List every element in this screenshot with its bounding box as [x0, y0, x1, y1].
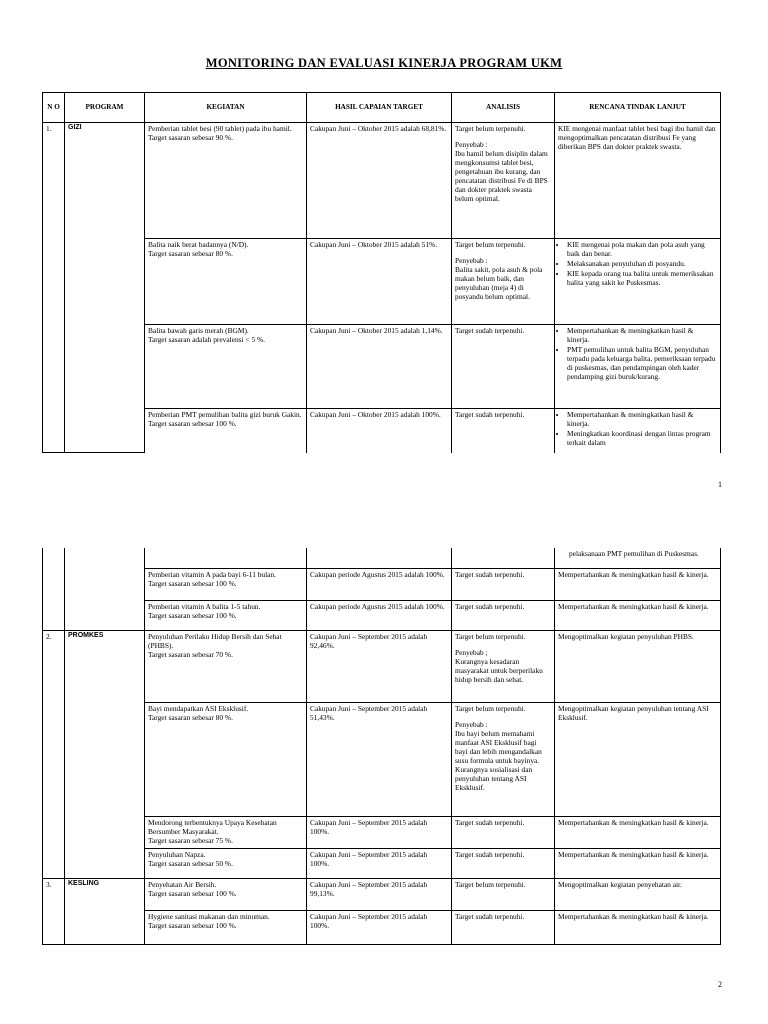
- target-text: Target sasaran sebesar 90 %.: [148, 133, 233, 143]
- kegiatan-cell: [145, 568, 307, 600]
- target-text: Target sasaran sebesar 70 %.: [148, 649, 233, 659]
- kegiatan-text: Bayi mendapatkan ASI Eksklusif.: [148, 703, 249, 713]
- kegiatan-cell: [145, 816, 307, 848]
- analisis-penyebab-label: Penyebab :: [455, 256, 488, 266]
- table-row: [43, 325, 721, 409]
- kegiatan-text: Pemberian tablet besi (90 tablet) pada ibu hamil.: [148, 124, 292, 133]
- table-row: [43, 600, 721, 630]
- target-text: Target sasaran adalah prevalensi < 5 %.: [148, 335, 265, 345]
- row-number: [43, 548, 65, 630]
- kegiatan-cell: [145, 910, 307, 944]
- rtl-cell: [555, 325, 721, 409]
- hasil-cell: Cakupan periode Agustus 2015 adalah 100%.: [307, 568, 452, 600]
- kegiatan-text: Penyuluhan Napza.: [148, 849, 206, 859]
- analisis-penyebab-text: Balita sakit, pola asuh & pola makan belum baik, dan penyuluhan (meja 4) di posyandu belum optimal.: [455, 265, 543, 302]
- hasil-cell: Cakupan Juni – September 2015 adalah 100%.: [307, 848, 452, 878]
- document-title: MONITORING DAN EVALUASI KINERJA PROGRAM UKM: [205, 56, 563, 70]
- rtl-cell: [555, 409, 721, 453]
- header-no: N O: [43, 93, 65, 123]
- table-row: [43, 848, 721, 878]
- hasil-cell: Cakupan Juni – Oktober 2015 adalah 51%.: [307, 239, 452, 325]
- kegiatan-text: Balita bawah garis merah (BGM).: [148, 326, 249, 335]
- rtl-cell: Mengoptimalkan kegiatan penyehatan air.: [555, 878, 721, 910]
- program-name: PROMKES: [65, 630, 145, 878]
- hasil-cell: Cakupan periode Agustus 2015 adalah 100%.: [307, 600, 452, 630]
- table-row: [43, 123, 721, 239]
- row-number: 1.: [43, 123, 65, 453]
- rtl-cell: pelaksanaan PMT pemulihan di Puskesmas.: [555, 548, 721, 568]
- analisis-penyebab-label: Penyebab :: [455, 719, 488, 729]
- analisis-cell: [452, 239, 555, 325]
- hasil-cell: Cakupan Juni – September 2015 adalah 100%.: [307, 910, 452, 944]
- kegiatan-text: Pemberian vitamin A balita 1-5 tahun.: [148, 601, 261, 611]
- kegiatan-cell: [145, 600, 307, 630]
- target-text: Target sasaran sebesar 50 %.: [148, 858, 233, 868]
- rtl-bullet: • KIE kepada orang tua balita untuk memeriksakan balita yang sakit ke Puskesmas.: [567, 269, 717, 287]
- table-row: [43, 816, 721, 848]
- analisis-penyebab-text: Kurangnya kesadaran masyarakat untuk berperilaku hidup bersih dan sehat.: [455, 656, 543, 684]
- kegiatan-text: Hygiene sanitasi makanan dan minuman.: [148, 911, 270, 921]
- rtl-cell: Mempertahankan & meningkatkan hasil & kinerja.: [555, 848, 721, 878]
- kegiatan-text: Balita naik berat badannya (N/D).: [148, 240, 249, 249]
- kegiatan-cell: [145, 325, 307, 409]
- hasil-cell: Cakupan Juni – September 2015 adalah 99,13%.: [307, 878, 452, 910]
- analisis-status: Target belum terpenuhi.: [455, 703, 526, 713]
- hasil-cell: Cakupan Juni – Oktober 2015 adalah 100%.: [307, 409, 452, 453]
- table-row: [43, 409, 721, 453]
- hasil-cell: Cakupan Juni – Oktober 2015 adalah 1,14%.: [307, 325, 452, 409]
- analisis-cell: Target sudah terpenuhi.: [452, 910, 555, 944]
- kegiatan-text: Pemberian PMT pemulihan balita gizi buruk Gakin.: [148, 410, 302, 419]
- kegiatan-text: Mendorong terbentuknya Upaya Kesehatan Bersumber Masyarakat.: [148, 817, 277, 836]
- kegiatan-cell: [145, 848, 307, 878]
- analisis-cell: Target belum terpenuhi.: [452, 878, 555, 910]
- rtl-cell: Mempertahankan & meningkatkan hasil & kinerja.: [555, 910, 721, 944]
- analisis-cell: [452, 548, 555, 568]
- monitoring-table-page-1: [42, 92, 721, 453]
- analisis-penyebab-label: Penyebab :: [455, 140, 488, 150]
- analisis-cell: Target sudah terpenuhi.: [452, 848, 555, 878]
- kegiatan-cell: [145, 548, 307, 568]
- analisis-cell: Target sudah terpenuhi.: [452, 816, 555, 848]
- header-rtl: RENCANA TINDAK LANJUT: [555, 93, 721, 123]
- analisis-penyebab-text: Ibu bayi belum memahami manfaat ASI Eksklusif bagi bayi dan lebih mengandalkan susu formula untuk bayinya. Kurangnya sosialisasi dan penyuluhan tentang ASI Eksklusif.: [455, 728, 542, 792]
- rtl-cell: KIE mengenai manfaat tablet besi bagi ibu hamil dan mengoptimalkan pencatatan distribusi Fe yang diberikan BPS dan dokter praktek swasta.: [555, 123, 721, 239]
- target-text: Target sasaran sebesar 100 %.: [148, 610, 237, 620]
- analisis-cell: [452, 630, 555, 702]
- rtl-bullet: • Mempertahankan & meningkatkan hasil & kinerja.: [567, 326, 717, 344]
- rtl-bullet: • PMT pemulihan untuk balita BGM, penyuluhan terpadu pada keluarga balita, pemeriksaan terpadu di puskesmas, dan pendampingan oleh kader pendamping gizi buruk/kurang.: [567, 345, 717, 381]
- analisis-cell: [452, 702, 555, 816]
- header-analisis: ANALISIS: [452, 93, 555, 123]
- rtl-cell: Mengoptimalkan kegiatan penyuluhan PHBS.: [555, 630, 721, 702]
- program-name: KESLING: [65, 878, 145, 944]
- rtl-cell: Mengoptimalkan kegiatan penyuluhan tentang ASI Eksklusif.: [555, 702, 721, 816]
- kegiatan-text: Penyehatan Air Bersih.: [148, 879, 217, 889]
- target-text: Target sasaran sebesar 100 %.: [148, 920, 237, 930]
- analisis-cell: Target sudah terpenuhi.: [452, 568, 555, 600]
- table-header-row: [43, 93, 721, 123]
- header-hasil: HASIL CAPAIAN TARGET: [307, 93, 452, 123]
- monitoring-table-page-2: [42, 548, 721, 945]
- program-name: GIZI: [65, 123, 145, 453]
- rtl-cell: Mempertahankan & meningkatkan hasil & kinerja.: [555, 816, 721, 848]
- analisis-cell: Target sudah terpenuhi.: [452, 325, 555, 409]
- analisis-penyebab-label: Penyebab ;: [455, 647, 488, 657]
- hasil-cell: Cakupan Juni – Oktober 2015 adalah 68,81%.: [307, 123, 452, 239]
- header-program: PROGRAM: [65, 93, 145, 123]
- rtl-bullet: • Mempertahankan & meningkatkan hasil & kinerja.: [567, 410, 717, 428]
- kegiatan-text: Penyuluhan Perilaku Hidup Bersih dan Sehat (PHBS).: [148, 631, 282, 650]
- row-number: 3.: [43, 878, 65, 944]
- analisis-status: Target belum terpenuhi.: [455, 240, 526, 249]
- rtl-bullet: • Melaksanakan penyuluhan di posyandu.: [567, 259, 717, 268]
- target-text: Target sasaran sebesar 100 %.: [148, 419, 237, 429]
- analisis-status: Target belum terpenuhi.: [455, 631, 526, 641]
- analisis-cell: Target sudah terpenuhi.: [452, 409, 555, 453]
- table-row: [43, 630, 721, 702]
- kegiatan-cell: [145, 630, 307, 702]
- target-text: Target sasaran sebesar 100 %.: [148, 578, 237, 588]
- hasil-cell: Cakupan Juni – September 2015 adalah 100%.: [307, 816, 452, 848]
- rtl-cell: [555, 239, 721, 325]
- rtl-cell: Mempertahankan & meningkatkan hasil & kinerja.: [555, 568, 721, 600]
- target-text: Target sasaran sebesar 100 %.: [148, 888, 237, 898]
- analisis-cell: Target sudah terpenuhi.: [452, 600, 555, 630]
- analisis-status: Target belum terpenuhi.: [455, 124, 526, 133]
- target-text: Target sasaran sebesar 80 %.: [148, 712, 233, 722]
- row-number: 2.: [43, 630, 65, 878]
- target-text: Target sasaran sebesar 75 %.: [148, 835, 233, 845]
- table-row: [43, 239, 721, 325]
- program-name: [65, 548, 145, 630]
- kegiatan-cell: [145, 702, 307, 816]
- table-row: [43, 702, 721, 816]
- kegiatan-cell: [145, 409, 307, 453]
- hasil-cell: Cakupan Juni – September 2015 adalah 51,43%.: [307, 702, 452, 816]
- rtl-cell: Mempertahankan & meningkatkan hasil & kinerja.: [555, 600, 721, 630]
- kegiatan-cell: [145, 878, 307, 910]
- analisis-cell: [452, 123, 555, 239]
- page-number: 1: [718, 480, 722, 489]
- table-row: [43, 548, 721, 568]
- kegiatan-cell: [145, 239, 307, 325]
- table-row: [43, 910, 721, 944]
- table-row: [43, 568, 721, 600]
- target-text: Target sasaran sebesar 80 %.: [148, 249, 233, 259]
- kegiatan-cell: [145, 123, 307, 239]
- analisis-penyebab-text: Ibu hamil belum disiplin dalam mengkonsumsi tablet besi, pengetahuan ibu kurang, dan pencatatan distribusi Fe di BPS dan dokter praktek swasta belum optimal.: [455, 149, 548, 204]
- hasil-cell: [307, 548, 452, 568]
- header-kegiatan: KEGIATAN: [145, 93, 307, 123]
- table-row: [43, 878, 721, 910]
- hasil-cell: Cakupan Juni – September 2015 adalah 92,46%.: [307, 630, 452, 702]
- rtl-bullet: • KIE mengenai pola makan dan pola asuh yang baik dan benar.: [567, 240, 717, 258]
- rtl-bullet: • Meningkatkan koordinasi dengan lintas program terkait dalam: [567, 429, 717, 447]
- kegiatan-text: Pemberian vitamin A pada bayi 6-11 bulan.: [148, 569, 277, 579]
- page-number: 2: [718, 980, 722, 989]
